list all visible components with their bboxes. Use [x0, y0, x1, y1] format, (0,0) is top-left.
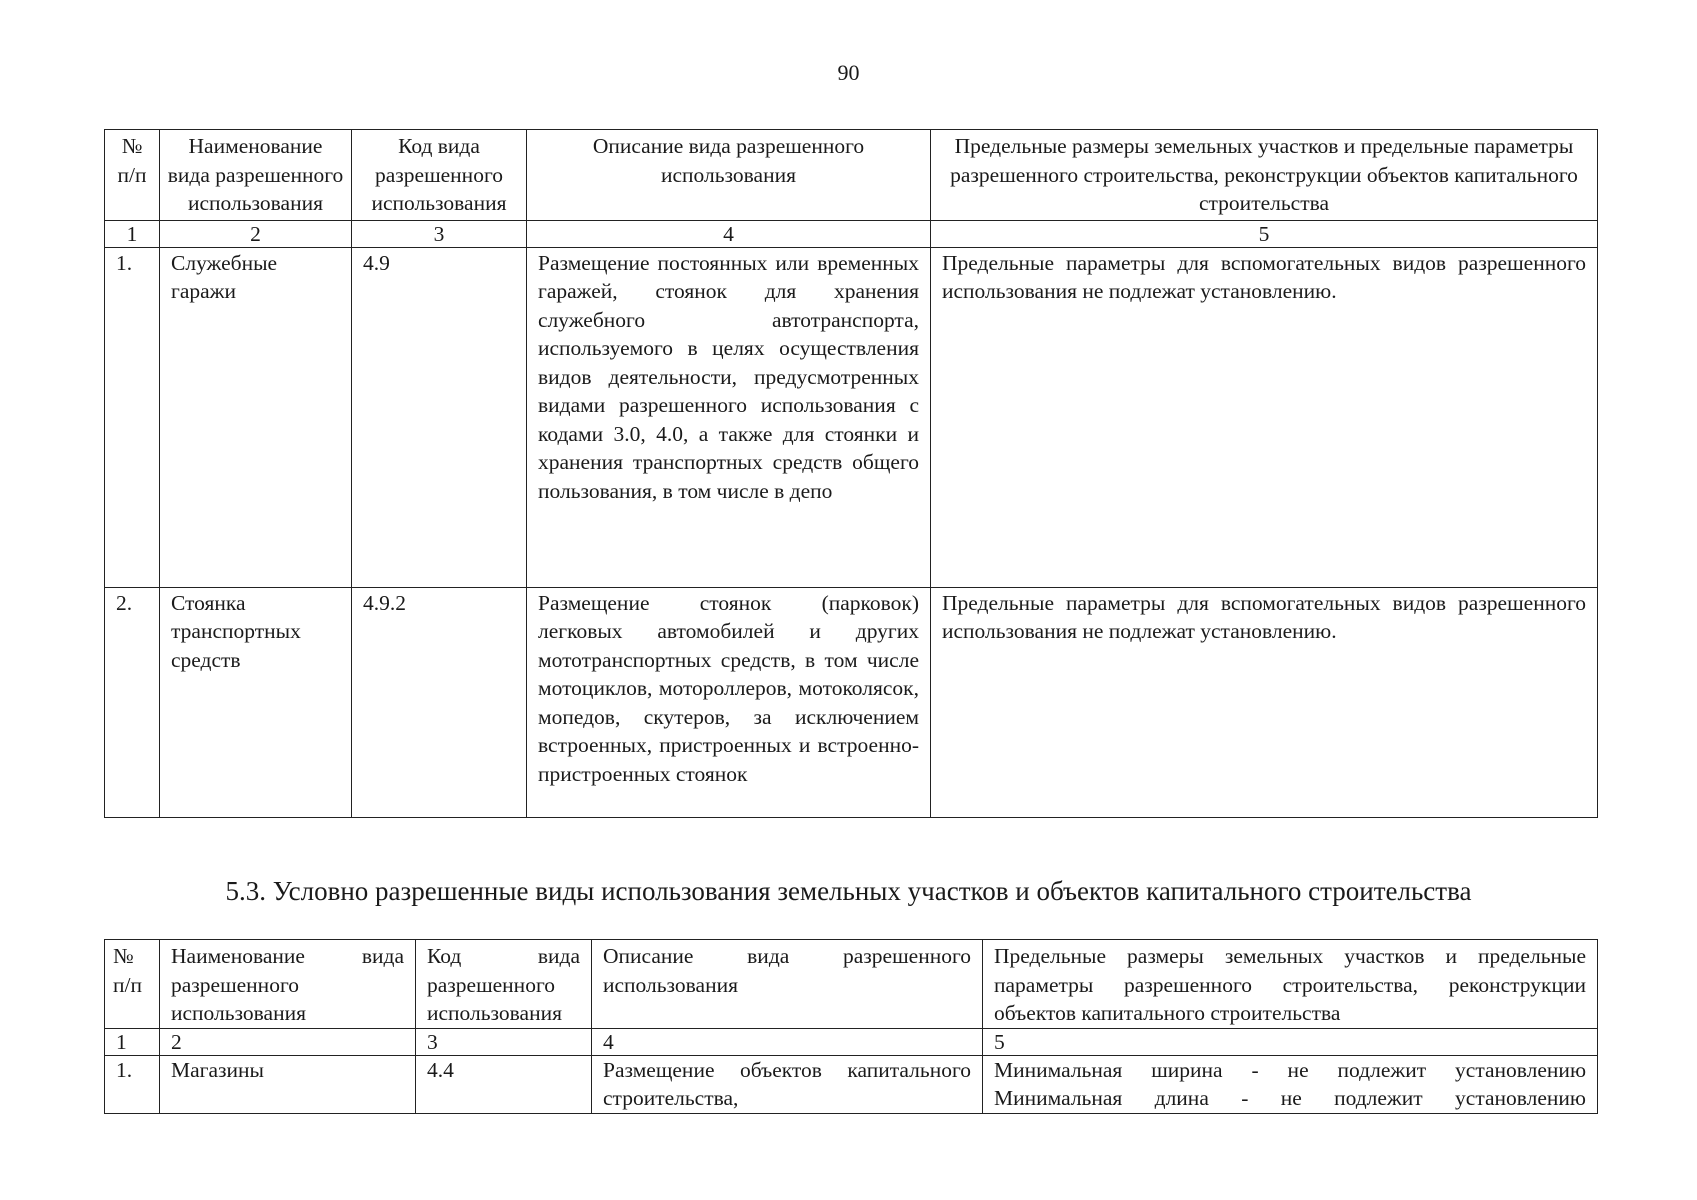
- column-number: 1: [105, 1028, 160, 1055]
- header-name: Наименование вида разрешенного использования: [160, 130, 352, 221]
- column-number-row: [105, 1028, 1598, 1055]
- section-title: 5.3. Условно разрешенные виды использования земельных участков и объектов капитального строительства: [225, 876, 1472, 906]
- row-name: Магазины: [160, 1055, 416, 1113]
- row-num: 2.: [105, 587, 160, 817]
- row-description: Размещение объектов капитального строительства,: [592, 1055, 983, 1113]
- row-description: Размещение постоянных или временных гаражей, стоянок для хранения служебного автотранспорта, используемого в целях осуществления видов деятельности, предусмотренных видами разрешенного использования с кодами 3.0, 4.0, а также для стоянки и хранения транспортных средств общего пользования, в том числе в депо: [527, 247, 931, 587]
- column-number: 3: [352, 220, 527, 247]
- row-name: Стоянка транспортных средств: [160, 587, 352, 817]
- header-code: Код вида разрешенного использования: [352, 130, 527, 221]
- row-num: 1.: [105, 247, 160, 587]
- row-code: 4.4: [416, 1055, 592, 1113]
- header-limits: Предельные размеры земельных участков и предельные параметры разрешенного строительства, реконструкции объектов капитального строительства: [931, 130, 1598, 221]
- header-limits: Предельные размеры земельных участков и предельные параметры разрешенного строительства, реконструкции объектов капитального строительства: [983, 940, 1598, 1029]
- header-name: Наименование вида разрешенного использования: [160, 940, 416, 1029]
- table-row: [105, 247, 1598, 587]
- row-limits: Предельные параметры для вспомогательных видов разрешенного использования не подлежат установлению.: [931, 247, 1598, 587]
- header-description: Описание вида разрешенного использования: [527, 130, 931, 221]
- column-number: 1: [105, 220, 160, 247]
- row-num: 1.: [105, 1055, 160, 1113]
- header-num: № п/п: [105, 940, 160, 1029]
- column-number: 4: [592, 1028, 983, 1055]
- column-number: 3: [416, 1028, 592, 1055]
- row-code: 4.9: [352, 247, 527, 587]
- conditional-use-table: [104, 939, 1598, 1114]
- row-code: 4.9.2: [352, 587, 527, 817]
- table-row: [105, 587, 1598, 817]
- header-description: Описание вида разрешенного использования: [592, 940, 983, 1029]
- column-number: 2: [160, 1028, 416, 1055]
- limits-line: Минимальная ширина - не подлежит установлению: [994, 1057, 1586, 1082]
- table-row: [105, 1055, 1598, 1113]
- column-number-row: [105, 220, 1598, 247]
- column-number: 5: [983, 1028, 1598, 1055]
- row-limits: [983, 1055, 1598, 1113]
- header-code: Код вида разрешенного использования: [416, 940, 592, 1029]
- limits-line: Минимальная длина - не подлежит установлению: [994, 1086, 1586, 1110]
- row-limits: Предельные параметры для вспомогательных видов разрешенного использования не подлежат установлению.: [931, 587, 1598, 817]
- column-number: 5: [931, 220, 1598, 247]
- column-number: 2: [160, 220, 352, 247]
- permitted-use-table: [104, 129, 1598, 818]
- column-number: 4: [527, 220, 931, 247]
- table-header-row: [105, 130, 1598, 221]
- page-number: 90: [837, 60, 860, 85]
- header-num: № п/п: [105, 130, 160, 221]
- row-description: Размещение стоянок (парковок) легковых автомобилей и других мототранспортных средств, в том числе мотоциклов, мотороллеров, мотоколясок, мопедов, скутеров, за исключением встроенных, пристроенных и встроенно-пристроенных стоянок: [527, 587, 931, 817]
- table-header-row: [105, 940, 1598, 1029]
- row-name: Служебные гаражи: [160, 247, 352, 587]
